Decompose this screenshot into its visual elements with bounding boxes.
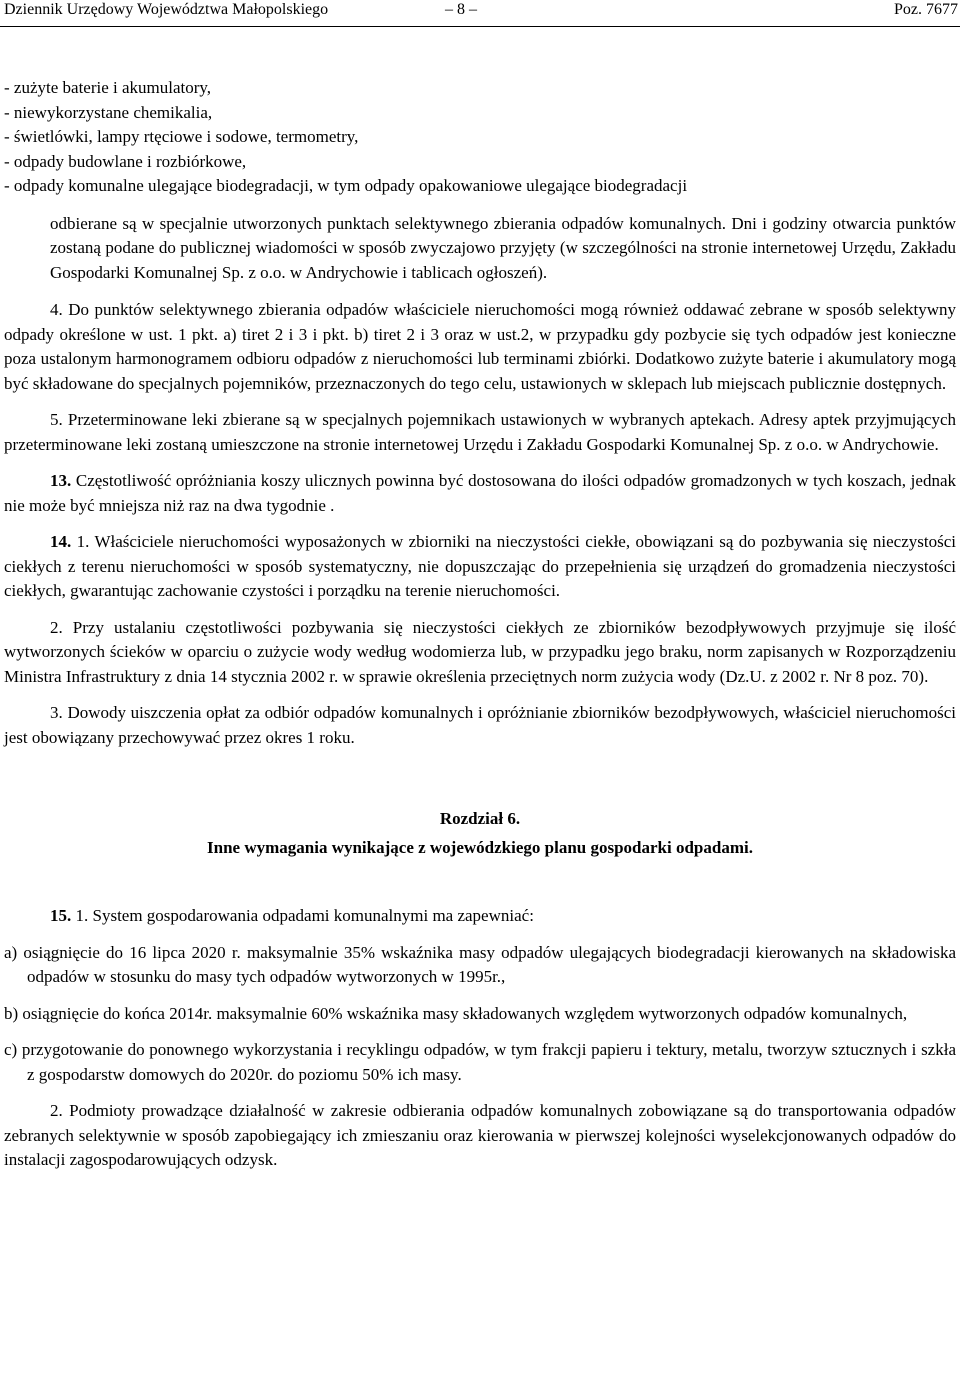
spacer bbox=[4, 750, 956, 807]
collection-points-paragraph: odbierane są w specjalnie utworzonych punktach selektywnego zbierania odpadów komunalnych. Dni i godziny otwarcia punktów zostaną podane do publicznej wiadomości w sposób zwyczajowo przyjęty (w szczególności na stronie internetowej Urzędu, Zakładu Gospodarki Komunalnej Sp. z o.o. w Andrychowie i tablicach ogłoszeń). bbox=[50, 213, 956, 282]
waste-list-item: - świetlówki, lampy rtęciowe i sodowe, termometry, bbox=[4, 127, 359, 146]
paragraph-5: 5. Przeterminowane leki zbierane są w specjalnych pojemnikach ustawionych w wybranych aptekach. Adresy aptek przyjmujących przeterminowane leki zostaną umieszczone na stronie internetowej Urzędu i Zakładu Gospodarki Komunalnej Sp. z o.o. w Andrychowie. bbox=[4, 410, 956, 454]
section-15-item-a: a) osiągnięcie do 16 lipca 2020 r. maksymalnie 35% wskaźnika masy odpadów ulegających biodegradacji kierowanych na składowiska odpadów w stosunku do masy tych odpadów wytworzonych w 1995r., bbox=[4, 942, 956, 986]
paragraph-4: 4. Do punktów selektywnego zbierania odpadów właściciele nieruchomości mogą również oddawać zebrane w sposób selektywny odpady określone w ust. 1 pkt. a) tiret 2 i 3 i pkt. b) tiret 2 i 3 oraz w ust.2, w przypadku gdy pozbycie się tych odpadów jest konieczne poza ustalonym harmonogramem odbioru odpadów z nieruchomości lub terminami zbiórki. Dodatkowo zużyte baterie i akumulatory mogą być składowane do specjalnych pojemników, przeznaczonych do tego celu, ustawionych w sklepach lub miejscach publicznie dostępnych. bbox=[4, 300, 956, 393]
waste-list-item: - niewykorzystane chemikalia, bbox=[4, 102, 213, 122]
section-13-text: Częstotliwość opróżniania koszy ulicznych powinna być dostosowana do ilości odpadów gromadzonych w tych koszach, jednak nie może być mniejsza niż raz na dwa tygodnie . bbox=[4, 471, 956, 515]
section-14-paragraph-1 bbox=[4, 530, 956, 604]
section-15-item-b: b) osiągnięcie do końca 2014r. maksymalnie 60% wskaźnika masy składowanych względem wytworzonych odpadów komunalnych, bbox=[4, 1003, 908, 1023]
section-14-paragraph-2: 2. Przy ustalaniu częstotliwości pozbywania się nieczystości ciekłych ze zbiorników bezodpływowych przyjmuje się ilość wytworzonych ścieków w oparciu o zużycie wody według wodomierza lub, w przypadku jego braku, norm zapisanych w Rozporządzeniu Ministra Infrastruktury z dnia 14 stycznia 2002 r. w sprawie określenia przeciętnych norm zużycia wody (Dz.U. z 2002 r. Nr 8 poz. 70). bbox=[4, 617, 956, 686]
section-14-paragraph-3: 3. Dowody uiszczenia opłat za odbiór odpadów komunalnych i opróżnianie zbiorników bezodpływowych, właściciel nieruchomości jest obowiązany przechowywać przez okres 1 roku. bbox=[4, 703, 956, 747]
waste-list-item: - zużyte baterie i akumulatory, bbox=[4, 78, 212, 97]
waste-list-item: - odpady komunalne ulegające biodegradacji, w tym odpady opakowaniowe ulegające biodegradacji bbox=[4, 176, 688, 195]
section-14-number: 14. bbox=[50, 532, 72, 551]
section-13-number: 13. bbox=[50, 471, 72, 490]
position-number: Poz. 7677 bbox=[894, 1, 958, 18]
spacer bbox=[4, 860, 956, 904]
section-15-paragraph-2: 2. Podmioty prowadzące działalność w zakresie odbierania odpadów komunalnych zobowiązane są do transportowania odpadów zebranych selektywnie w sposób zapobiegający ich zmieszaniu oraz kierowania w pierwszej kolejności wyselekcjonowanych odpadów do instalacji zagospodarowujących odzysk. bbox=[4, 1101, 956, 1169]
waste-list-item: - odpady budowlane i rozbiórkowe, bbox=[4, 151, 247, 171]
page-number: – 8 – bbox=[445, 1, 477, 18]
journal-title: Dziennik Urzędowy Województwa Małopolskiego bbox=[4, 1, 329, 18]
page-header bbox=[0, 0, 960, 27]
section-15-text: 1. System gospodarowania odpadami komunalnymi ma zapewniać: bbox=[71, 906, 534, 925]
section-15-item-c: c) przygotowanie do ponownego wykorzystania i recyklingu odpadów, w tym frakcji papieru i tektury, metalu, tworzyw sztucznych i szkła z gospodarstw domowych do 2020r. do poziomu 50% ich masy. bbox=[4, 1040, 956, 1084]
section-15-number: 15. bbox=[50, 906, 72, 925]
chapter-subtitle: Inne wymagania wynikające z wojewódzkiego planu gospodarki odpadami. bbox=[207, 837, 753, 857]
section-14-text: 1. Właściciele nieruchomości wyposażonych w zbiorniki na nieczystości ciekłe, obowiązani są do pozbywania się nieczystości ciekłych z terenu nieruchomości w sposób systematyczny, nie dopuszczając do przepełnienia się urządzeń do gromadzenia nieczystości ciekłych, gwarantując zachowanie czystości i porządku na terenie nieruchomości. bbox=[4, 532, 956, 600]
chapter-title: Rozdział 6. bbox=[439, 809, 521, 828]
document-body bbox=[4, 76, 956, 1173]
section-15-paragraph-1 bbox=[4, 904, 956, 929]
section-13 bbox=[4, 469, 956, 518]
